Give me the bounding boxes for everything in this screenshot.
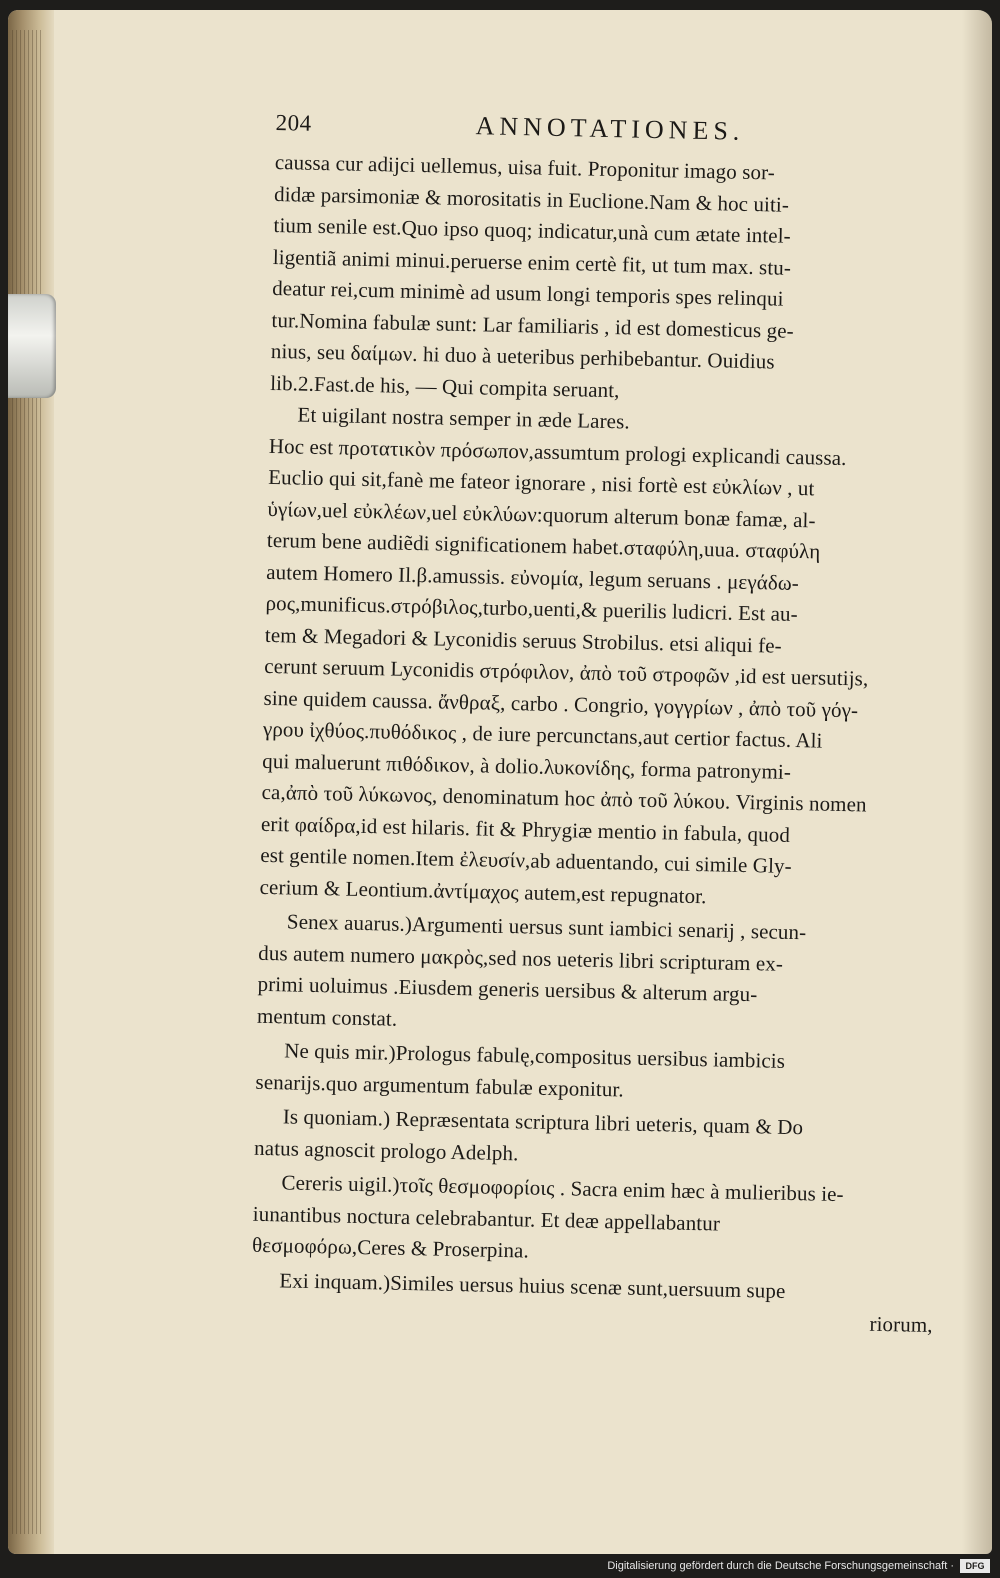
text-line: sine quidem caussa. ἄνθραξ, carbo . Congrio, γογγρίων , ἀπὸ τοῦ γόγ- (263, 685, 859, 722)
lemma-line: Senex auarus.)Argumenti uersus sunt iambici senarij , secun- (286, 909, 807, 945)
text-line: ligentiã animi minui.peruerse enim certè fit, ut tum max. stu- (272, 244, 792, 280)
text-line: γρου ἰχθύος.πυθόδικος , de iure percunctans,aut certior factus. Ali (262, 716, 823, 753)
lemma-line: Cereris uigil.)τοῖς θεσμοφορίοις . Sacra enim hæc à mulieribus ie- (281, 1170, 844, 1207)
digitization-footer (0, 1554, 1000, 1578)
page-edge-lines (12, 30, 42, 1534)
text-line: natus agnoscit prologo Adelph. (253, 1135, 519, 1165)
page-number: 204 (275, 109, 312, 136)
book-clasp (8, 294, 56, 398)
text-line: terum bene audiẽdi significationem habet.σταφύλη,uua. σταφύλη (266, 527, 821, 564)
text-line: cerium & Leontium.ἀντίμαχος autem,est repugnator. (259, 874, 707, 908)
verse-line: Et uigilant nostra semper in æde Lares. (297, 402, 630, 434)
text-line: mentum constat. (256, 1003, 398, 1031)
text-line: caussa cur adijci uellemus, uisa fuit. Proponitur imago sor- (274, 149, 776, 185)
text-line: dus autem numero μακρὸς,sed nos ueteris libri scripturam ex- (258, 940, 784, 976)
text-line: nius, seu δαίμων. hi duo à ueteribus perhibebantur. Ouidius (270, 338, 775, 374)
text-line: senarijs.quo argumentum fabulæ exponitur. (255, 1069, 625, 1101)
text-block (250, 107, 975, 1342)
text-line: θεσμοφόρω,Ceres & Proserpina. (251, 1232, 530, 1263)
text-line: Euclio qui sit,fanè me fateor ignorare , nisi fortè est εὐκλίων , ut (268, 464, 815, 501)
lemma-line: Exi inquam.)Similes uersus huius scenæ sunt,uersuum supe (279, 1267, 786, 1303)
running-head: ANNOTATIONES. (475, 111, 745, 146)
text-line: tem & Megadori & Lyconidis seruus Strobilus. etsi aliqui fe- (264, 622, 783, 658)
text-line: tium senile est.Quo ipso quoq; indicatur,unà cum ætate intel- (273, 212, 792, 248)
text-line: primi uoluimus .Eiusdem generis uersibus & alterum argu- (257, 971, 758, 1007)
text-line: erit φαίδρα,id est hilaris. fit & Phrygiæ mentio in fabula, quod (260, 811, 791, 847)
text-line: didæ parsimoniæ & morositatis in Euclione.Nam & hoc uiti- (273, 181, 790, 217)
footer-credit: Digitalisierung gefördert durch die Deutsche Forschungsgemeinschaft · (607, 1560, 954, 1572)
text-line: Hoc est προτατικὸν πρόσωπον,assumtum prologi explicandi caussa. (268, 433, 847, 470)
text-line: est gentile nomen.Item ἐλευσίν,ab aduentando, cui simile Gly- (260, 842, 792, 878)
text-line: qui maluerunt πιθόδικον, à dolio.λυκονίδης, forma patronymi- (262, 748, 792, 784)
text-line: cerunt seruum Lyconidis στρόφιλον, ἀπὸ τοῦ στροφῶν ,id est uersutijs, (264, 653, 869, 691)
text-line: lib.2.Fast.de his, — Qui compita seruant, (269, 370, 620, 402)
text-line: ρος,munificus.στρόβιλος,turbo,uenti,& puerilis ludicri. Est au- (265, 590, 799, 627)
page-fore-edge (8, 10, 54, 1554)
book-page (8, 10, 992, 1554)
text-line: autem Homero Il.β.amussis. εὐνομία, legum seruans . μεγάδω- (266, 559, 800, 595)
text-line: ὑγίων,uel εὐκλέων,uel εὐκλύων:quorum alterum bonæ famæ, al- (267, 496, 816, 532)
catchword: riorum, (869, 1311, 933, 1338)
lemma-line: Is quoniam.) Repræsentata scriptura libri ueteris, quam & Do (282, 1104, 804, 1140)
text-line: deatur rei,cum minimè ad usum longi temporis spes relinqui (271, 275, 784, 311)
text-line: tur.Nomina fabulæ sunt: Lar familiaris , id est domesticus ge- (271, 307, 795, 343)
text-line: ca,ἀπὸ τοῦ λύκωνος, denominatum hoc ἀπὸ τοῦ λύκου. Virginis nomen (261, 779, 867, 817)
text-line: iunantibus noctura celebrabantur. Et deæ appellabantur (252, 1201, 721, 1236)
dfg-logo: DFG (960, 1559, 990, 1573)
lemma-line: Ne quis mir.)Prologus fabulę,compositus uersibus iambicis (283, 1038, 786, 1073)
